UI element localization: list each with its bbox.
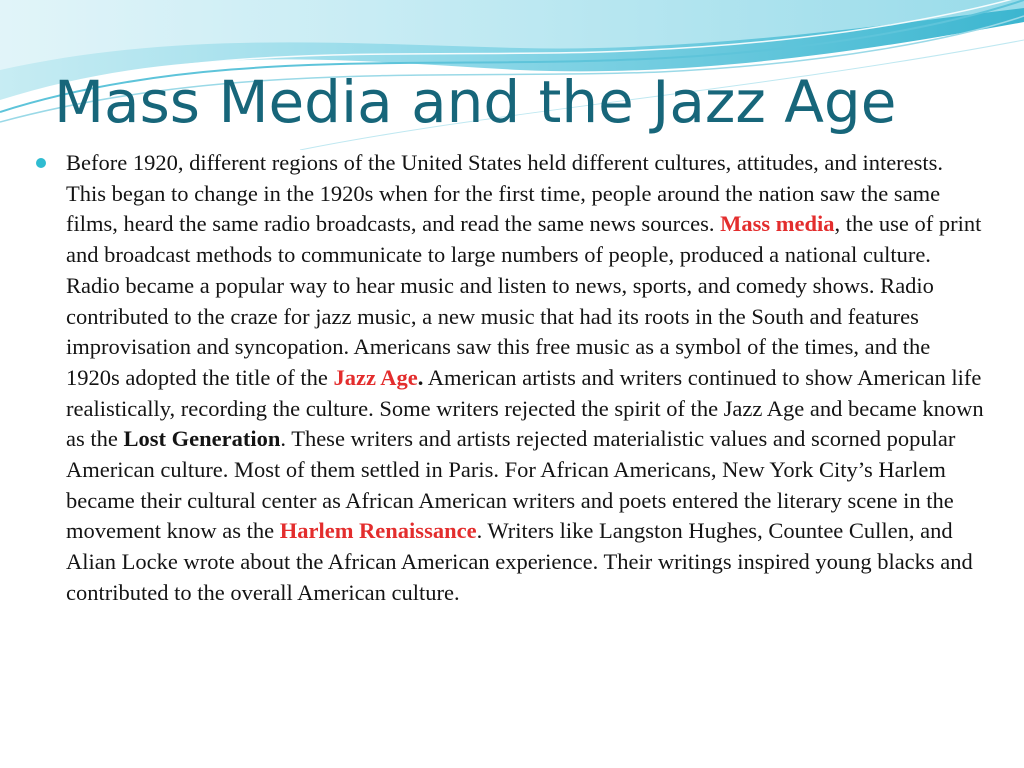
- paragraph: [66, 148, 986, 609]
- text-segment: . These writers and artists rejected materialistic values and scorned popular American culture. Most of them settled in Paris. For African Americans, New York City’s Harlem became their cultural center as African American writers and poets entered the literary scene in the movement know as the: [66, 426, 956, 544]
- text-segment: Before 1920, different regions of the United States held different cultures, attitudes, and interests. This began to change in the 1920s when for the first time, people around the nation saw the same films, heard the same radio broadcasts, and read the same news sources.: [66, 150, 944, 237]
- bullet-list: [36, 148, 986, 609]
- term-lost-generation: Lost Generation: [123, 426, 281, 452]
- bullet-item: [36, 148, 986, 609]
- term-jazz-age: Jazz Age: [333, 364, 418, 390]
- text-segment: . Writers like Langston Hughes, Countee Cullen, and Alian Locke wrote about the African American experience. Their writings inspired young blacks and contributed to the overall American culture.: [66, 518, 973, 605]
- slide-title: Mass Media and the Jazz Age: [54, 68, 897, 136]
- text-segment: , the use of print and broadcast methods to communicate to large numbers of people, produced a national culture. Radio became a popular way to hear music and listen to news, sports, and comedy shows. Radio contributed to the craze for jazz music, a new music that had its roots in the South and features improvisation and syncopation. Americans saw this free music as a symbol of the times, and the 1920s adopted the title of the: [66, 211, 982, 390]
- bullet-dot-icon: [36, 158, 46, 168]
- term-mass-media: Mass media: [720, 211, 835, 237]
- term-harlem-renaissance: Harlem Renaissance: [279, 518, 477, 544]
- text-segment: American artists and writers continued to show American life realistically, recording the culture. Some writers rejected the spirit of the Jazz Age and became known as the: [66, 364, 984, 452]
- text-segment-bold-period: .: [417, 364, 424, 390]
